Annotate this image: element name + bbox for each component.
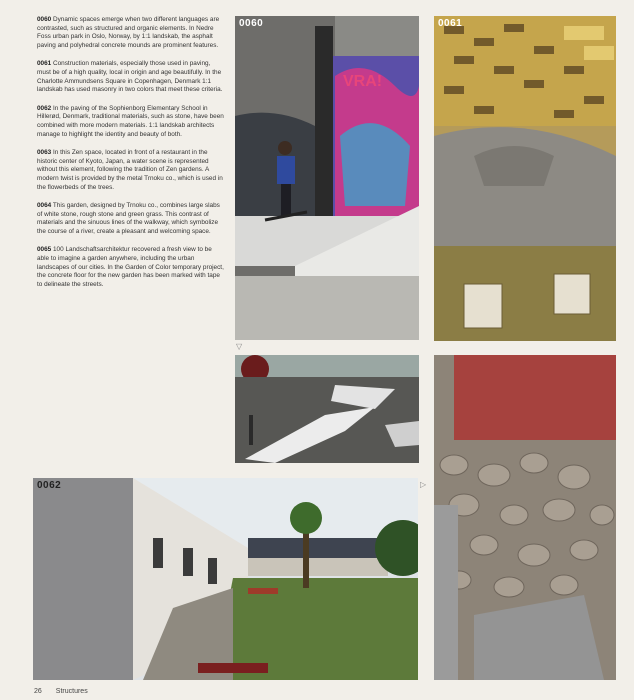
caption-text: 100 Landschaftsarchitektur recovered a fresh view to be able to imagine a garden anywhere, including the urban landscapes of our cities. In the Garden of Color temporary project, the concrete floor for the new garden has been marked with tape to delineate the streets.: [37, 246, 224, 288]
photo-label-0060: 0060: [239, 18, 264, 29]
caption-text: Dynamic spaces emerge when two different languages are contrasted, such as structured and organic elements. In Nedre Foss urban park in Oslo, Norway, by 1:1 landskab, the asphalt paving and polyhedral concrete mounds are prominent features.: [37, 16, 220, 49]
caption-0061: [37, 60, 225, 94]
caption-0062: [37, 105, 225, 139]
caption-number: 0065: [37, 246, 52, 254]
caption-text: In the paving of the Sophienborg Elementary School in Hillerød, Denmark, traditional materials, such as stone, have been combined with more modern materials. 1:1 landskab architects manage to highlight the identity and beauty of both.: [37, 104, 224, 138]
caption-number: 0060: [37, 16, 52, 23]
caption-number: 0064: [37, 202, 52, 210]
photo-zen-paving: [434, 355, 616, 680]
caption-text: Construction materials, especially those used in paving, must be of a high quality, local in origin and age beautifully. In the Charlotte Ammundsens Square in Copenhagen, Denmark 1:1 landskab has used masonry in two colors that meet these criteria.: [37, 60, 223, 94]
photo-label-0061: 0061: [438, 18, 463, 29]
photo-label-0062: 0062: [37, 480, 62, 491]
caption-text: In this Zen space, located in front of a restaurant in the historic center of Kyoto, Japan, a water scene is represented without this element, following the tradition of Zen gardens. A modern twist is provided by the metal Trnoku co., which is used in the flowerbeds of the trees.: [37, 149, 223, 191]
section-name: Structures: [55, 688, 88, 695]
caption-0063: [37, 149, 225, 192]
caption-pointer-icon: ▷: [420, 480, 427, 489]
caption-number: 0061: [37, 60, 52, 68]
page-footer: [34, 688, 102, 695]
photo-skatepark-graffiti: [235, 16, 419, 340]
caption-number: 0062: [37, 104, 52, 112]
caption-0060: [37, 16, 225, 50]
photo-masonry-square: [434, 16, 616, 341]
page-number: 26: [34, 688, 42, 695]
photo-garden-of-color: [235, 355, 419, 463]
caption-column: [37, 16, 225, 299]
caption-0064: [37, 202, 225, 236]
photo-school-courtyard: [33, 478, 418, 680]
graffiti-text: VRA!: [343, 73, 383, 90]
caption-0065: [37, 246, 225, 289]
caption-text: This garden, designed by Trnoku co., combines large slabs of white stone, rough stone and green grass. This contrast of materials and the sinuous lines of the walkway, which symbolize the course of a river, create a pleasant and welcoming space.: [37, 202, 220, 235]
caption-pointer-icon: ▽: [236, 342, 243, 351]
caption-number: 0063: [37, 149, 52, 157]
